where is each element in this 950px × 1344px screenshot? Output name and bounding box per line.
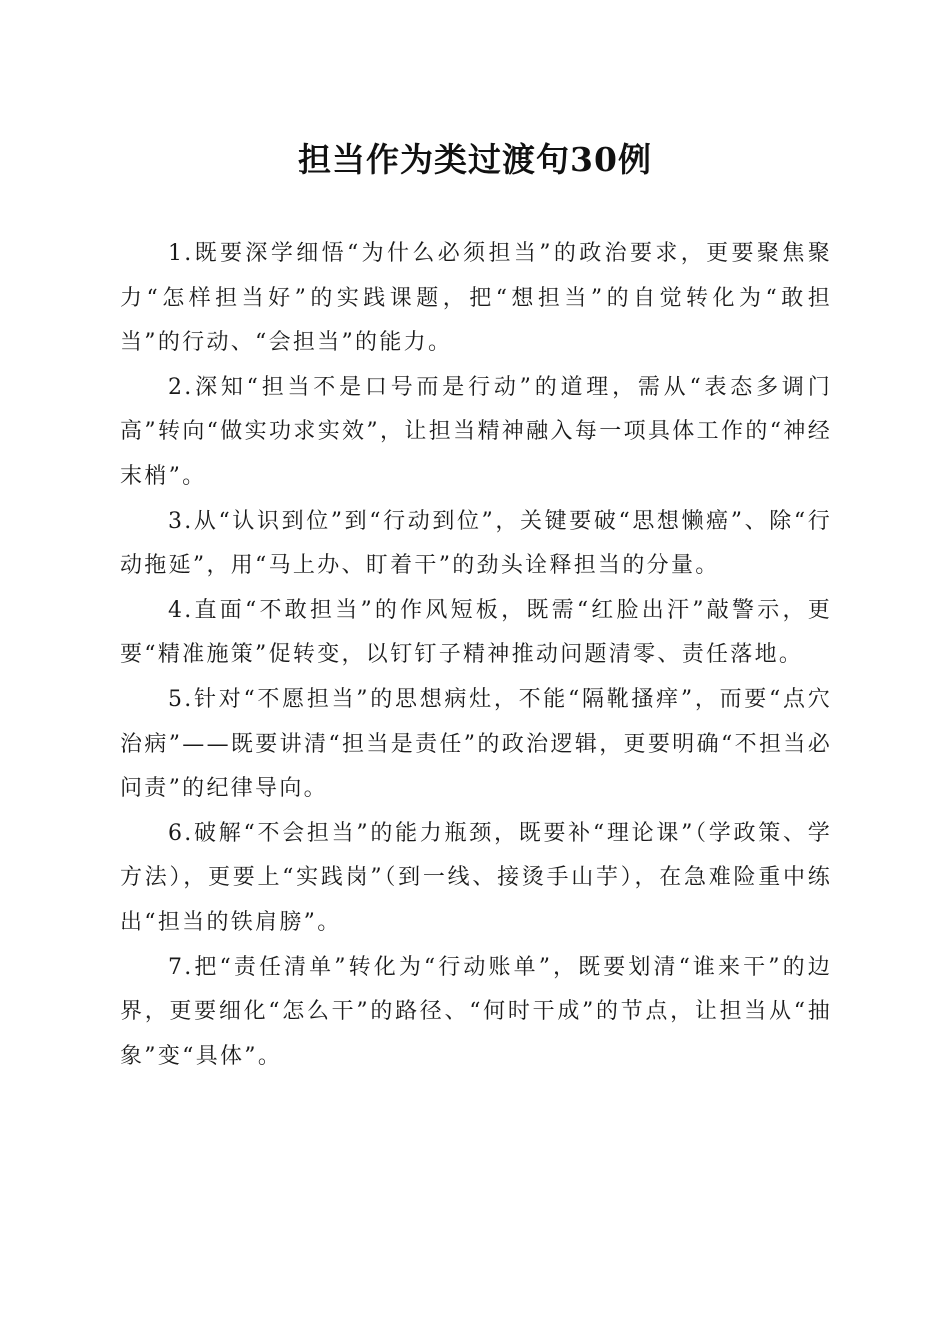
- paragraph-6: 6.破解“不会担当”的能力瓶颈，既要补“理论课”（学政策、学方法），更要上“实践岗”（到一线、接烫手山芋），在急难险重中练出“担当的铁肩膀”。: [120, 820, 832, 935]
- paragraph-1: 1.既要深学细悟“为什么必须担当”的政治要求，更要聚焦聚力“怎样担当好”的实践课题，把“想担当”的自觉转化为“敢担当”的行动、“会担当”的能力。: [120, 241, 832, 356]
- paragraph-2: 2.深知“担当不是口号而是行动”的道理，需从“表态多调门高”转向“做实功求实效”，让担当精神融入每一项具体工作的“神经末梢”。: [120, 374, 832, 489]
- document-body: [120, 232, 832, 1079]
- paragraph-3: 3.从“认识到位”到“行动到位”，关键要破“思想懒癌”、除“行动拖延”，用“马上办、盯着干”的劲头诠释担当的分量。: [120, 508, 832, 579]
- paragraph-7: 7.把“责任清单”转化为“行动账单”，既要划清“谁来干”的边界，更要细化“怎么干”的路径、“何时干成”的节点，让担当从“抽象”变“具体”。: [120, 954, 832, 1069]
- document-title: 担当作为类过渡句30例: [298, 140, 652, 179]
- paragraph-4: 4.直面“不敢担当”的作风短板，既需“红脸出汗”敲警示，更要“精准施策”促转变，以钉钉子精神推动问题清零、责任落地。: [120, 597, 832, 668]
- paragraph-5: 5.针对“不愿担当”的思想病灶，不能“隔靴搔痒”，而要“点穴治病”——既要讲清“担当是责任”的政治逻辑，更要明确“不担当必问责”的纪律导向。: [120, 686, 832, 802]
